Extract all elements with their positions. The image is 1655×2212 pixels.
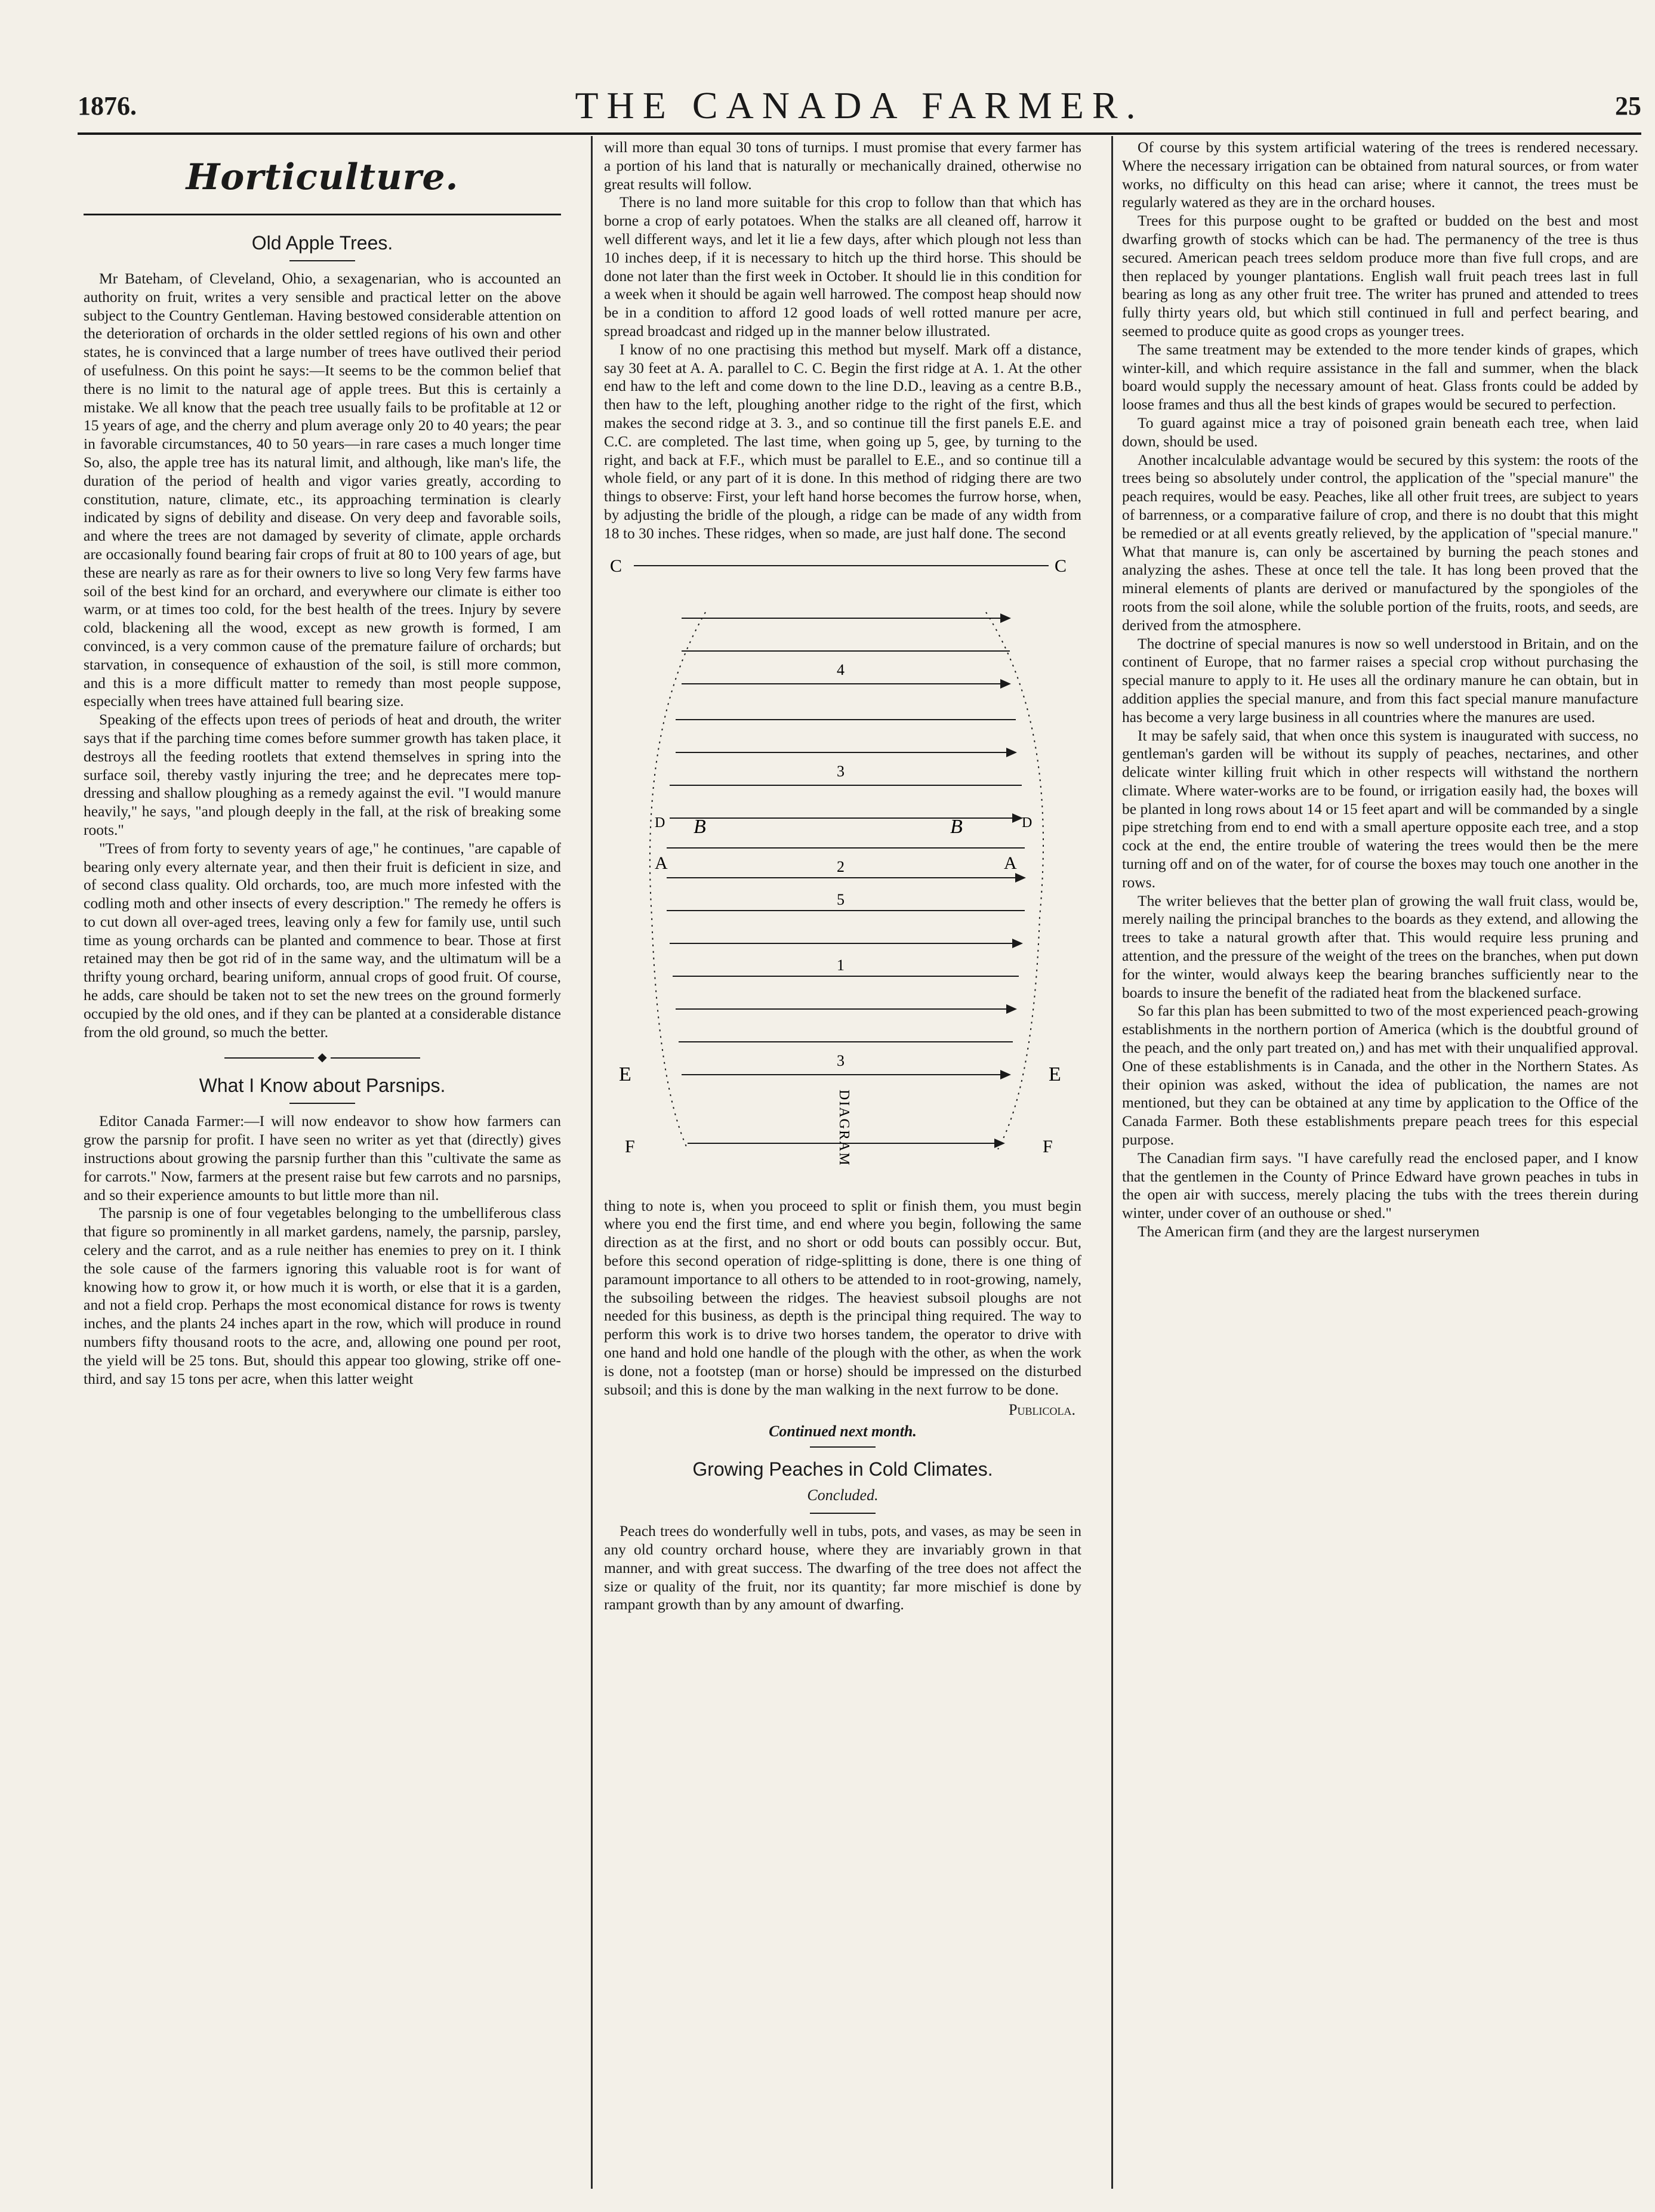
row-number: 4	[837, 661, 845, 678]
article-separator: ◆	[84, 1050, 561, 1064]
article-title: Old Apple Trees.	[251, 232, 393, 254]
diagram-label-f: F	[1043, 1136, 1053, 1156]
paragraph: The parsnip is one of four vegetables belonging to the umbelliferous class that figure so prominently in all market gardens, namely, the parsnip, parsley, celery and the carrot, and as a rule neither has enemies to prey on it. I think the sole cause of the farmers ignoring this valuable root is for want of knowing how to grow it, or how much it is worth, or else that it is a garden, and not a field crop. Perhaps the most economical distance for rows is twenty inches, and the plants 24 inches apart in the row, which will produce in round numbers fifty thousand roots to the acre, and, allowing one pound per root, the yield will be 25 tons. But, should this appear too glowing, strike off one-third, and say 15 tons per acre, when this latter weight	[84, 1204, 561, 1387]
article-title: What I Know about Parsnips.	[199, 1075, 446, 1097]
row-number: 1	[837, 956, 845, 974]
signature: Publicola.	[1009, 1401, 1075, 1419]
diagram-label-e: E	[1049, 1063, 1061, 1085]
section-heading: Horticulture.	[186, 156, 459, 198]
paragraph: thing to note is, when you proceed to split or finish them, you must begin where you end the first time, and end where you begin, following the same direction as at the first, and no short or odd bouts can possibly occur. But, before this second operation of ridge-splitting is done, there is one thing of paramount importance to all others to be attended to in root-growing, namely, the subsoiling between the ridges. The heaviest subsoil ploughs are not needed for this business, as depth is the principal thing required. The way to perform this work is to drive two horses tandem, the operator to drive with one hand and hold one handle of the plough with the other, as when the work is done, not a footstep (man or horse) should be impressed on the disturbed subsoil; and this is done by the man walking in the next furrow to be done.	[604, 1196, 1081, 1398]
section-rule	[84, 214, 561, 215]
paragraph: To guard against mice a tray of poisoned grain beneath each tree, when laid down, should be used.	[1122, 414, 1638, 450]
diagram-label-f: F	[625, 1136, 635, 1156]
row-number: 3	[837, 1051, 845, 1069]
paragraph: Speaking of the effects upon trees of periods of heat and drouth, the writer says that if the parching time comes before summer growth has taken place, it destroys all the feeding rootlets that extend themselves in spring into the surface soil, thereby vastly injuring the tree; and he deprecates mere top-dressing and shallow ploughing as a remedy against the evil. "I would manure heavily," he says, "and plough deeply in the fall, at the risk of breaking some roots."	[84, 711, 561, 838]
paragraph: The writer believes that the better plan of growing the wall fruit class, would be, merely nailing the principal branches to the boards as they extend, and allowing the trees to take a natural growth after that. This would require less pruning and attention, and the pressure of the weight of the trees on the branches, when put down for the winter, would always keep the bearing branches sufficiently near to the boards to insure the benefit of the radiated heat from the blackened surface.	[1122, 891, 1638, 1001]
paragraph: There is no land more suitable for this crop to follow than that which has borne a crop of early potatoes. When the stalks are all cleaned off, harrow it well different ways, and let it lie a few days, after which plough not less than 10 inches deep, if it is necessary to hitch up the third horse. This should be done not later than the first week in October. It should lie in this condition for a week when it should be again well harrowed. The compost heap should now be in a condition to afford 12 good loads of well rotted manure per acre, spread broadcast and ridged up in the manner below illustrated.	[604, 193, 1081, 340]
paragraph: will more than equal 30 tons of turnips. I must promise that every farmer has a portion of his land that is naturally or mechanically drained, otherwise no great results will follow.	[604, 138, 1081, 193]
diagram-label-d: D	[655, 815, 665, 831]
paragraph: Of course by this system artificial watering of the trees is rendered necessary. Where the necessary irrigation can be obtained from natural sources, or from water works, no difficulty on this head can arise; where it cannot, the trees must be regularly watered as they are in the orchard houses.	[1122, 138, 1638, 211]
issue-year: 1876.	[78, 91, 137, 121]
paragraph: I know of no one practising this method but myself. Mark off a distance, say 30 feet at A. A. parallel to C. C. Begin the first ridge at A. 1. At the other end haw to the left and come down to the line D.D., leaving as a centre B.B., then haw to the left, ploughing another ridge to the right of the first, which makes the second ridge at 3. 3., and so continue till the first panels E.E. and C.C. are completed. The last time, when going up 5, gee, by turning to the right, and back at F.F., which must be parallel to E.E., and so continue till a whole field, or any part of it is done. In this method of ridging there are two things to observe: First, your left hand horse becomes the furrow horse, when, by adjusting the bridle of the plough, a ridge can be made of any width from 18 to 30 inches. These ridges, when so made, are just half done. The second	[604, 340, 1081, 542]
paragraph: Another incalculable advantage would be secured by this system: the roots of the trees being so absolutely under control, the application of the "special manure" the peach requires, would be easy. Peaches, like all other fruit trees, are subject to years of barrenness, or a comparative failure of crop, and there is no doubt that this might be remedied or at all events greatly relieved, by the application of "special manure." What that manure is, can only be ascertained by burning the peach stones and analyzing the ashes. These at once tell the tale. It has long been proved that the mineral elements of plants are derived or manufactured by the spongioles of the roots from the soil alone, while the soluble portion of the fruits, roots, and seeds, are derived from the atmosphere.	[1122, 451, 1638, 634]
paragraph: The same treatment may be extended to the more tender kinds of grapes, which winter-kill, and which require assistance in the fall and summer, when the black board would supply the necessary amount of heat. Glass fronts could be added by loose frames and thus all the best kinds of grapes would be secured to perfection.	[1122, 340, 1638, 414]
row-number: 2	[837, 857, 845, 875]
diagram-label-b: B	[694, 815, 706, 838]
ridging-diagram	[604, 547, 1081, 1191]
row-number: 3	[837, 762, 845, 780]
paragraph: Peach trees do wonderfully well in tubs, pots, and vases, as may be seen in any old country orchard house, where they are invariably grown in that manner, and with great success. The dwarfing of the tree does not affect the size or quality of the fruit, nor its quantity; far more mischief is done by rampant growth than by any amount of dwarfing.	[604, 1522, 1081, 1614]
column-2	[604, 138, 1081, 1614]
title-rule	[289, 1103, 355, 1104]
column-divider	[591, 136, 593, 2189]
diagram-label-e: E	[619, 1063, 631, 1085]
diagram-label-b: B	[950, 815, 963, 838]
paragraph: Editor Canada Farmer:—I will now endeavor to show how farmers can grow the parsnip for profit. I have seen no writer as yet that (directly) gives instructions about growing the parsnip further than this "cultivate the same as for carrots." Now, farmers at the present raise but few carrots and no parsnips, and so their experience amounts to but little more than nil.	[84, 1112, 561, 1204]
row-number: 5	[837, 890, 845, 908]
paragraph: The American firm (and they are the largest nurserymen	[1138, 1223, 1480, 1241]
diagram-label-c: C	[1055, 556, 1067, 576]
paragraph: Mr Bateham, of Cleveland, Ohio, a sexagenarian, who is accounted an authority on fruit, writes a very sensible and practical letter on the above subject to the Country Gentleman. Having bestowed considerable attention on the deterioration of orchards in the older settled regions of his own and other states, he is convinced that a large number of trees have outlived their period of usefulness. On this point he says:—It seems to be the common belief that there is no limit to the natural age of apple trees. But this is certainly a mistake. We all know that the peach tree usually fails to be profitable at 12 or 15 years of age, and the cherry and plum average only 20 to 40 years; the pear in favorable circumstances, 40 to 50 years—in rare cases a much longer time So, also, the apple tree has its natural limit, and although, like man's life, the duration of the period of health and vigor varies greatly, according to constitution, nature, climate, etc., its approaching termination is clearly indicated by signs of debility and disease. On very deep and favorable soils, and where the trees are not damaged by severity of climate, apple orchards are occasionally found bearing fair crops of fruit at 80 to 100 years of age, but these are nearly as rare as for their owners to live so long Very few farms have soil of the best kind for an orchard, and everywhere our climate is either too warm, or at times too cold, for the best health of the trees. Injury by severe cold, blackening all the wood, except as new growth is formed, I am convinced, is a very common cause of the premature failure of orchards; but starvation, in consequence of exhaustion of the soil, is still more common, and this is a more difficult matter to remedy than most people suppose, especially when trees have attained full bearing size.	[84, 270, 561, 710]
title-rule	[289, 260, 355, 261]
paragraph: The Canadian firm says. "I have carefully read the enclosed paper, and I know that the gentlemen in the County of Prince Edward have grown peaches in tubs in the open air with success, merely placing the tubs with the trees therein during winter, under cover of an outhouse or shed."	[1122, 1149, 1638, 1222]
title-rule	[810, 1513, 876, 1514]
page-header	[78, 84, 1641, 131]
paragraph: So far this plan has been submitted to two of the most experienced peach-growing establishments in the northern portion of America (which is the doubtful ground of the peach, and the only part treated on,) and has met with their unqualified approval. One of these establishments is in Canada, and the other in the Northern States. As their opinion was asked, without the idea of publication, the names are not mentioned, but they can be obtained at any time by application to the Office of the Canada Farmer. Both these establishments prepare peach trees for this especial purpose.	[1122, 1002, 1638, 1149]
diagram-label-a: A	[655, 853, 668, 873]
masthead-title: THE CANADA FARMER.	[575, 84, 1144, 127]
column-3	[1122, 138, 1638, 1241]
paragraph: Trees for this purpose ought to be grafted or budded on the best and most dwarfing growth of stocks which can be had. The permanency of the tree is thus secured. American peach trees seldom produce more than five full crops, and are then replaced by younger plantations. English wall fruit peach trees last in full bearing as long as any other fruit tree. The writer has pruned and attended to trees fully thirty years old, but which still continued in full and perfect bearing, and seemed to produce quite as good crops as younger trees.	[1122, 212, 1638, 340]
diagram-label-d: D	[1022, 815, 1033, 831]
paragraph: It may be safely said, that when once this system is inaugurated with success, no gentleman's garden will be without its supply of peaches, nectarines, and other delicate winter killing fruit which in other respects will withstand the northern climate. Where water-works are to be found, or irrigation easily had, the boxes will be planted in long rows about 14 or 15 feet apart and will be commanded by a single pipe stretching from end to end with a small aperture opposite each tree, and a stop cock at the end, the entire trouble of watering the trees would then be the mere turning off and on of the water, for of course the boxes may touch one another in the rows.	[1122, 726, 1638, 891]
column-divider	[1111, 136, 1113, 2189]
diagram-label-c: C	[610, 556, 622, 576]
continued-note: Continued next month.	[769, 1423, 917, 1440]
page-number: 25	[1615, 91, 1641, 121]
title-rule	[810, 1446, 876, 1448]
article-subtitle: Concluded.	[807, 1486, 879, 1504]
paragraph: The doctrine of special manures is now so well understood in Britain, and on the continent of Europe, that no farmer raises a special crop without purchasing the special manure to apply to it. He uses all the ordinary manure he can obtain, but in addition applies the special manure, and from this fact special manure manufacture has become a very large business in all countries where the manures are used.	[1122, 634, 1638, 726]
column-1	[84, 138, 561, 1388]
diagram-label-a: A	[1004, 853, 1017, 873]
paragraph: "Trees of from forty to seventy years of age," he continues, "are capable of bearing only every alternate year, and then their fruit is deficient in size, and of second class quality. Old orchards, too, are much more infested with the codling moth and other insects of every description." The remedy he offers is to cut down all over-aged trees, leaving only a few for family use, until such time as young orchards can be planted and commence to bear. Those at first retained may then be got rid of in the same way, and the ultimatum will be a thrifty young orchard, bearing uniform, annual crops of good fruit. Of course, he adds, care should be taken not to set the new trees on the ground formerly occupied by the old ones, and if they can be planted at a considerable distance from the old ground, so much the better.	[84, 839, 561, 1041]
diagram-vertical-label: DIAGRAM	[836, 1089, 852, 1167]
article-title: Growing Peaches in Cold Climates.	[692, 1458, 993, 1480]
header-rule	[78, 132, 1641, 135]
